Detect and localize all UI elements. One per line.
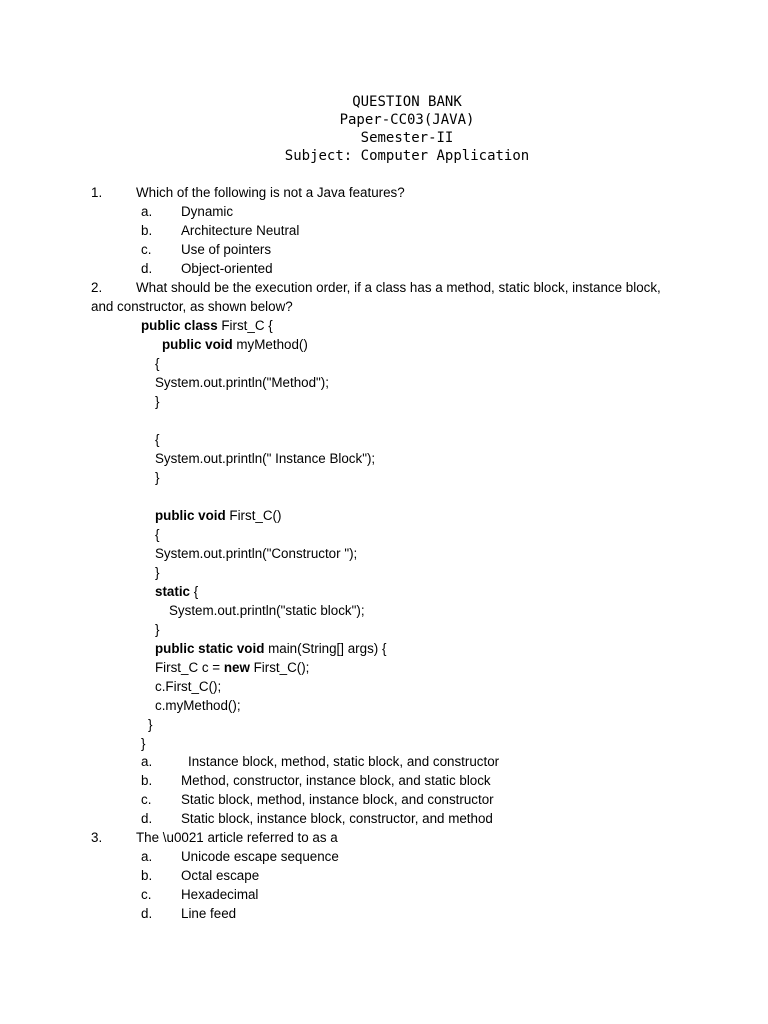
- question-text: Which of the following is not a Java features?: [136, 185, 405, 200]
- code-keyword: new: [223, 660, 250, 675]
- option-text: Dynamic: [181, 204, 234, 219]
- code-line: c.myMethod();: [155, 698, 241, 713]
- option-text: Octal escape: [181, 868, 260, 883]
- code-line: [162, 335, 308, 354]
- option-letter: b.: [141, 773, 153, 788]
- code-text: First_C();: [249, 660, 310, 675]
- code-keyword: static: [155, 584, 190, 599]
- code-keyword: public static void: [155, 641, 265, 656]
- code-text: First_C c =: [155, 660, 224, 675]
- header-semester: Semester-II: [360, 130, 454, 146]
- code-line: [141, 316, 273, 335]
- code-line: }: [155, 470, 160, 485]
- option-letter: d.: [141, 811, 153, 826]
- code-line: {: [155, 432, 160, 447]
- option-text: Line feed: [181, 906, 237, 921]
- code-keyword: public void: [155, 508, 226, 523]
- header-paper: Paper-CC03(JAVA): [339, 112, 475, 128]
- code-keyword: public void: [162, 337, 233, 352]
- option-letter: a.: [141, 204, 153, 219]
- option-text: Static block, method, instance block, and constructor: [181, 792, 494, 807]
- option-letter: d.: [141, 906, 153, 921]
- code-line: }: [141, 736, 146, 751]
- option-letter: c.: [141, 887, 152, 902]
- option-text: Method, constructor, instance block, and static block: [181, 773, 491, 788]
- code-text: main(String[] args) {: [264, 641, 387, 656]
- option-text: Use of pointers: [181, 242, 272, 257]
- option-letter: b.: [141, 868, 153, 883]
- code-text: myMethod(): [232, 337, 308, 352]
- header-subject: Subject: Computer Application: [284, 148, 530, 164]
- code-line: [155, 506, 281, 525]
- option-text: Object-oriented: [181, 261, 273, 276]
- code-line: }: [155, 622, 160, 637]
- code-line: c.First_C();: [155, 679, 222, 694]
- option-text: Unicode escape sequence: [181, 849, 339, 864]
- code-line: {: [155, 527, 160, 542]
- document-header: [0, 93, 768, 165]
- code-line: System.out.println("static block");: [169, 603, 365, 618]
- code-line: System.out.println(" Instance Block");: [155, 451, 376, 466]
- code-line: }: [155, 394, 160, 409]
- option-text: Hexadecimal: [181, 887, 259, 902]
- option-letter: b.: [141, 223, 153, 238]
- option-text: Static block, instance block, constructor, and method: [181, 811, 493, 826]
- option-letter: c.: [141, 792, 152, 807]
- option-text: Architecture Neutral: [181, 223, 300, 238]
- code-line: [155, 582, 198, 601]
- code-line: [155, 658, 309, 677]
- code-line: {: [155, 356, 160, 371]
- code-line: System.out.println("Constructor ");: [155, 546, 358, 561]
- question-number: 3.: [91, 830, 103, 845]
- code-line: [155, 639, 386, 658]
- question-number: 1.: [91, 185, 103, 200]
- option-letter: d.: [141, 261, 153, 276]
- code-text: First_C {: [217, 318, 273, 333]
- option-letter: c.: [141, 242, 152, 257]
- code-text: First_C(): [225, 508, 282, 523]
- code-line: }: [148, 717, 153, 732]
- code-text: {: [189, 584, 199, 599]
- question-text: The \u0021 article referred to as a: [136, 830, 338, 845]
- question-text: What should be the execution order, if a class has a method, static block, instance block,: [136, 280, 661, 295]
- header-title: QUESTION BANK: [352, 94, 462, 110]
- question-number: 2.: [91, 280, 103, 295]
- option-letter: a.: [141, 849, 153, 864]
- code-keyword: public class: [141, 318, 218, 333]
- question-text-continued: and constructor, as shown below?: [91, 299, 293, 314]
- code-line: System.out.println("Method");: [155, 375, 329, 390]
- option-text: Instance block, method, static block, and constructor: [188, 754, 500, 769]
- code-line: }: [155, 565, 160, 580]
- option-letter: a.: [141, 754, 153, 769]
